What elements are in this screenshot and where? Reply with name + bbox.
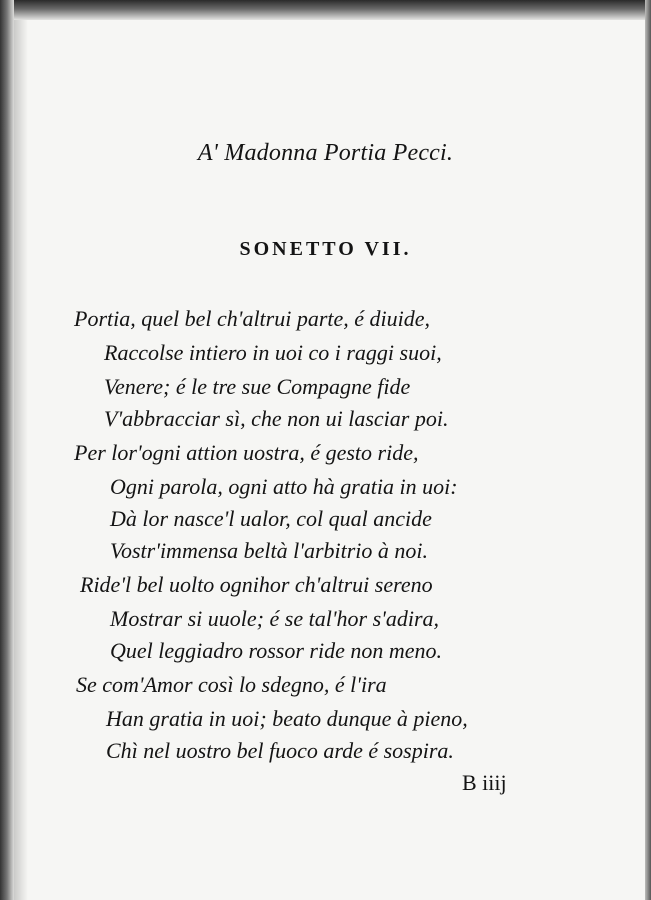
poem-line: Venere; é le tre sue Compagne fide — [104, 374, 411, 399]
poem-line: Han gratia in uoi; beato dunque à pieno, — [106, 706, 468, 731]
signature-mark: B iiij — [462, 770, 507, 795]
page-edge-right — [645, 0, 651, 900]
poem-line: Ogni parola, ogni atto hà gratia in uoi: — [110, 474, 458, 499]
poem-line: Quel leggiadro rossor ride non meno. — [110, 638, 443, 663]
dedication-heading: A' Madonna Portia Pecci. — [197, 140, 454, 166]
poem-line: Raccolse intiero in uoi co i raggi suoi, — [104, 340, 442, 365]
poem-line: Portia, quel bel ch'altrui parte, é diuide, — [74, 306, 431, 331]
page-edge-left — [0, 0, 14, 900]
poem-line: V'abbracciar sì, che non ui lasciar poi. — [104, 406, 449, 431]
poem-line: Vostr'immensa beltà l'arbitrio à noi. — [110, 538, 429, 563]
poem-line: Mostrar si uuole; é se tal'hor s'adira, — [110, 606, 440, 631]
poem-line: Chì nel uostro bel fuoco arde é sospira. — [106, 738, 454, 763]
poem-line: Ride'l bel uolto ognihor ch'altrui sereno — [80, 572, 433, 597]
page-edge-top — [0, 0, 651, 20]
poem-line: Dà lor nasce'l ualor, col qual ancide — [110, 506, 432, 531]
sonnet-title: SONETTO VII. — [239, 238, 412, 260]
poem-line: Se com'Amor così lo sdegno, é l'ira — [76, 672, 387, 697]
poem-line: Per lor'ogni attion uostra, é gesto ride, — [74, 440, 419, 465]
